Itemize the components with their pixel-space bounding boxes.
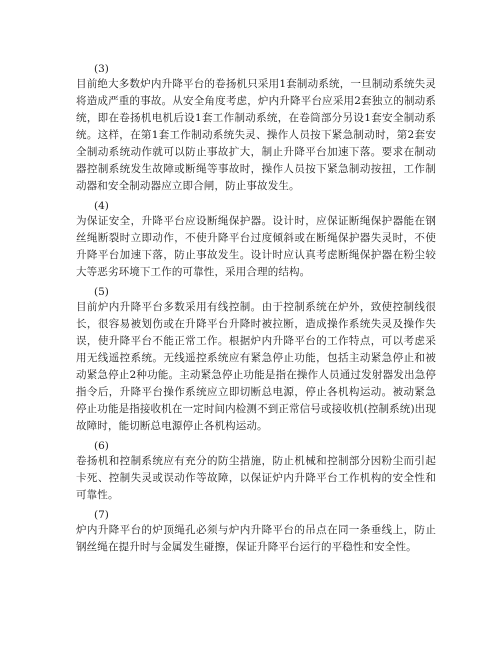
section-paragraph-3: 目前绝大多数炉内升降平台的卷扬机只采用1套制动系统，一旦制动系统失灵将造成严重的事故。从安全角度考虑，炉内升降平台应采用2套独立的制动系统，即在卷扬机电机后设1套工作制动系统，在卷筒部分另设1套安全制动系统。这样，在第1套工作制动系统失灵、操作人员按下紧急制动时，第2套安全制动系统动作就可以防止事故扩大，制止升降平台加速下落。要求在制动器控制系统发生故障或断绳等事故时，操作人员按下紧急制动按扭，工作制动器和安全制动器应立即合闸，防止事故发生。 [76, 78, 436, 192]
section-paragraph-5: 目前炉内升降平台多数采用有线控制。由于控制系统在炉外，致使控制线很长，很容易被划伤或在升降平台升降时被拉断，造成操作系统失灵及操作失误，使升降平台不能正常工作。根据炉内升降平台的工作特点，可以考虑采用无线遥控系统。无线遥控系统应有紧急停止功能，包括主动紧急停止和被动紧急停止2种功能。主动紧急停止功能是指在操作人员通过发射器发出急停指令后，升降平台操作系统应立即切断总电源，停止各机构运动。被动紧急停止功能是指接收机在一定时间内检测不到正常信号或接收机(控制系统)出现故障时，能切断总电源停止各机构运动。 [76, 301, 436, 432]
section-number-6: (6) [94, 440, 109, 452]
section-number-4: (4) [94, 200, 109, 212]
section-number-3: (3) [94, 63, 109, 75]
section-number-7: (7) [94, 509, 109, 521]
section-paragraph-7: 炉内升降平台的炉顶绳孔必须与炉内升降平台的吊点在同一条垂线上，防止钢丝绳在提升时与金属发生碰擦，保证升降平台运行的平稳性和安全性。 [76, 524, 436, 553]
section-paragraph-6: 卷扬机和控制系统应有充分的防尘措施，防止机械和控制部分因粉尘而引起卡死、控制失灵或误动作等故障，以保证炉内升降平台工作机构的安全性和可靠性。 [76, 455, 436, 501]
document-body [76, 62, 436, 556]
section-number-5: (5) [94, 286, 109, 298]
section-paragraph-4: 为保证安全，升降平台应设断绳保护器。设计时，应保证断绳保护器能在钢丝绳断裂时立即动作，不使升降平台过度倾斜或在断绳保护器失灵时，不使升降平台加速下落，防止事故发生。设计时应认真考虑断绳保护器在粉尘较大等恶劣环境下工作的可靠性，采用合理的结构。 [76, 215, 436, 278]
